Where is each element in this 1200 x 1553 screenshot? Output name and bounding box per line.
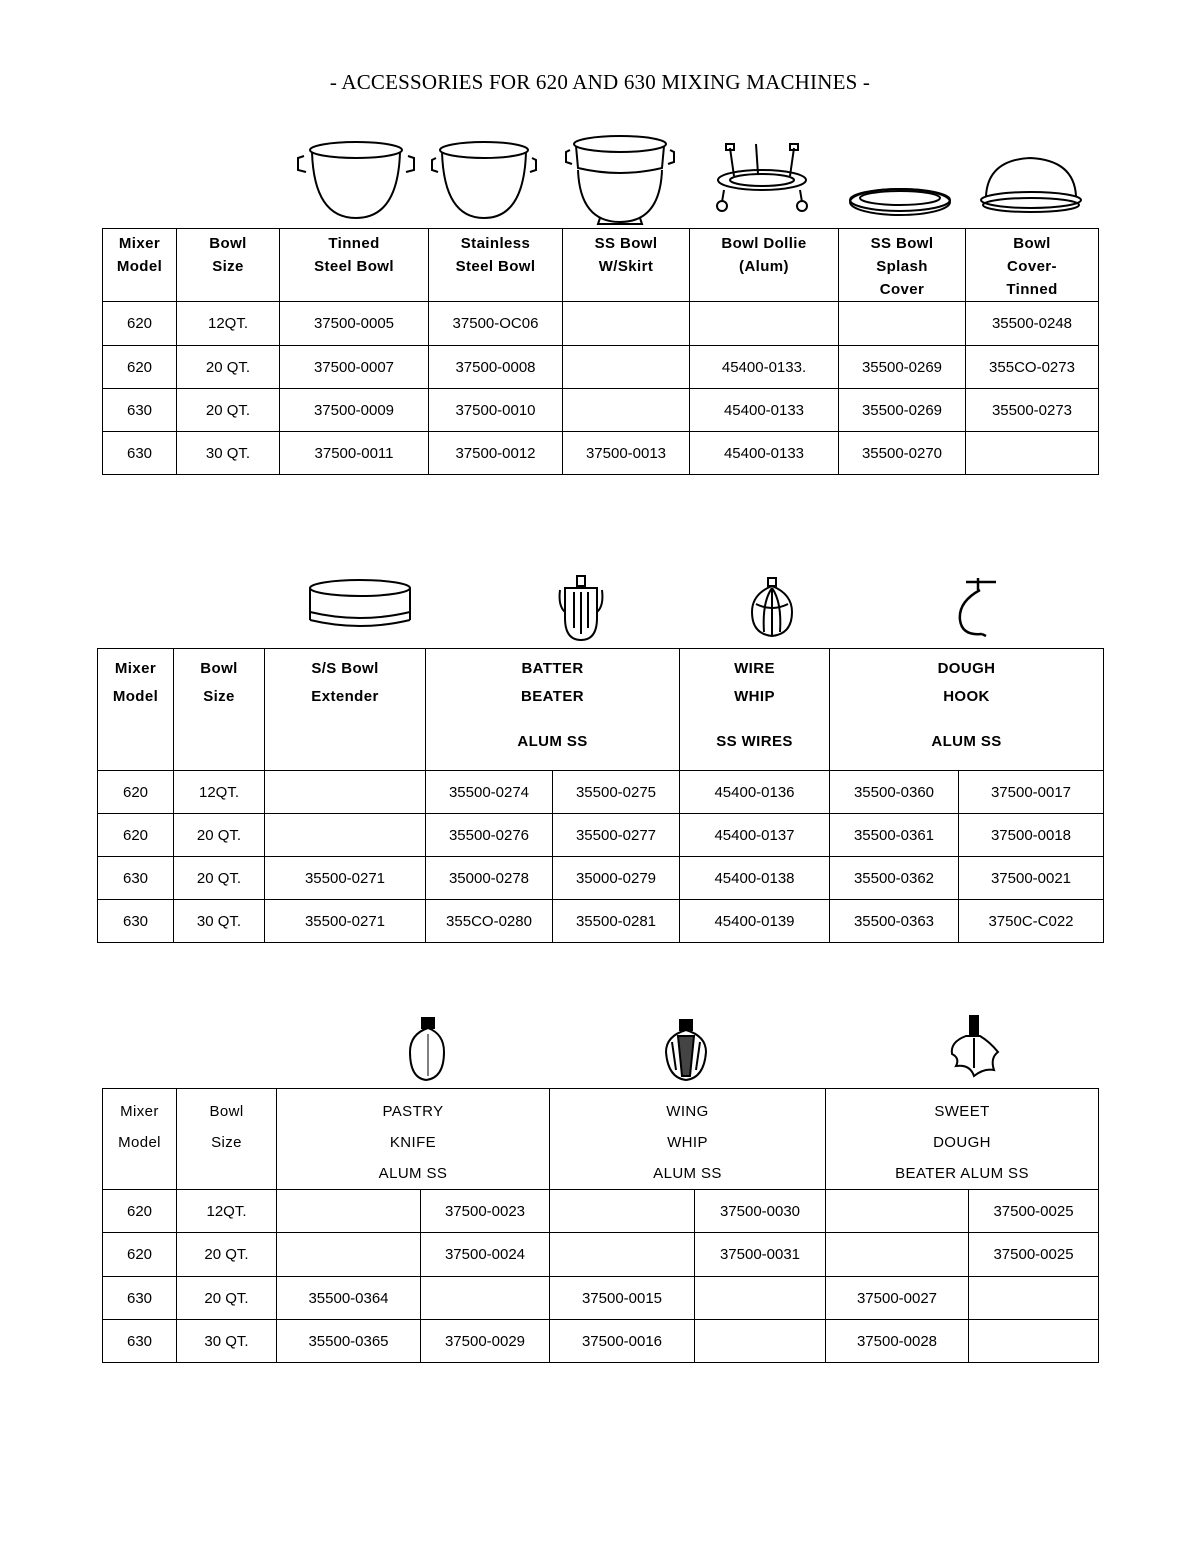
cell: 630 bbox=[103, 432, 177, 475]
cell: 35500-0275 bbox=[553, 771, 680, 814]
cell: 35500-0364 bbox=[277, 1277, 421, 1320]
cell bbox=[563, 346, 690, 389]
header-bowl-cover: Bowl Cover- Tinned bbox=[966, 229, 1099, 302]
header-bowl-size: Bowl Size bbox=[177, 1089, 277, 1190]
cell: 37500-0027 bbox=[826, 1277, 969, 1320]
cell bbox=[277, 1190, 421, 1233]
header-pastry-knife: PASTRY KNIFE ALUM SS bbox=[277, 1089, 550, 1190]
cell: 35500-0361 bbox=[830, 814, 959, 857]
splash-cover-icon bbox=[850, 189, 950, 215]
cell: 20 QT. bbox=[177, 1277, 277, 1320]
header-dough-hook: DOUGH HOOK ALUM SS bbox=[830, 649, 1104, 771]
cell bbox=[826, 1233, 969, 1277]
cell bbox=[421, 1277, 550, 1320]
table-row bbox=[98, 814, 1104, 857]
cell: 620 bbox=[103, 302, 177, 346]
wire-whip-icon bbox=[752, 578, 792, 636]
cell: 37500-0030 bbox=[695, 1190, 826, 1233]
cell: 630 bbox=[103, 1277, 177, 1320]
cell: 37500-0010 bbox=[429, 389, 563, 432]
cell: 620 bbox=[103, 346, 177, 389]
cell: 37500-0011 bbox=[280, 432, 429, 475]
cell bbox=[277, 1233, 421, 1277]
table-row bbox=[98, 771, 1104, 814]
cell bbox=[969, 1320, 1099, 1363]
cell: 45400-0138 bbox=[680, 857, 830, 900]
cell: 37500-0008 bbox=[429, 346, 563, 389]
cell: 37500-0024 bbox=[421, 1233, 550, 1277]
cell: 37500-0017 bbox=[959, 771, 1104, 814]
cell: 37500-0009 bbox=[280, 389, 429, 432]
cell: 37500-0018 bbox=[959, 814, 1104, 857]
cell bbox=[826, 1190, 969, 1233]
cell: 45400-0136 bbox=[680, 771, 830, 814]
cell: 37500-0029 bbox=[421, 1320, 550, 1363]
stainless-bowl-icon bbox=[432, 142, 536, 218]
header-wire-whip: WIRE WHIP SS WIRES bbox=[680, 649, 830, 771]
cell: 30 QT. bbox=[177, 432, 280, 475]
cell: 35500-0281 bbox=[553, 900, 680, 943]
header-stainless-steel-bowl: Stainless Steel Bowl bbox=[429, 229, 563, 302]
cell: 35500-0273 bbox=[966, 389, 1099, 432]
cell: 355CO-0280 bbox=[426, 900, 553, 943]
cell bbox=[695, 1320, 826, 1363]
cell: 37500-0013 bbox=[563, 432, 690, 475]
cell: 37500-0015 bbox=[550, 1277, 695, 1320]
table-row bbox=[103, 389, 1099, 432]
section1-illustrations bbox=[0, 130, 1200, 230]
cell: 3750C-C022 bbox=[959, 900, 1104, 943]
cell: 45400-0133. bbox=[690, 346, 839, 389]
cell: 35500-0274 bbox=[426, 771, 553, 814]
header-bowl-size: Bowl Size bbox=[177, 229, 280, 302]
cell: 20 QT. bbox=[174, 814, 265, 857]
table-row bbox=[98, 857, 1104, 900]
cell: 35500-0276 bbox=[426, 814, 553, 857]
cell: 630 bbox=[98, 857, 174, 900]
cell: 355CO-0273 bbox=[966, 346, 1099, 389]
header-mixer-model: Mixer Model bbox=[103, 229, 177, 302]
table-row bbox=[103, 346, 1099, 389]
cell bbox=[550, 1190, 695, 1233]
cell: 620 bbox=[103, 1233, 177, 1277]
cell: 37500-0023 bbox=[421, 1190, 550, 1233]
header-splash-cover: SS Bowl Splash Cover bbox=[839, 229, 966, 302]
cell: 30 QT. bbox=[174, 900, 265, 943]
cell: 37500-0028 bbox=[826, 1320, 969, 1363]
cell bbox=[563, 389, 690, 432]
cell: 45400-0133 bbox=[690, 432, 839, 475]
header-wing-whip: WING WHIP ALUM SS bbox=[550, 1089, 826, 1190]
cell bbox=[839, 302, 966, 346]
cell: 35500-0365 bbox=[277, 1320, 421, 1363]
cell: 35500-0360 bbox=[830, 771, 959, 814]
table3-header-row bbox=[103, 1089, 1099, 1190]
bowl-accessories-table bbox=[102, 228, 1099, 475]
cell: 12QT. bbox=[174, 771, 265, 814]
header-bowl-extender: S/S Bowl Extender bbox=[265, 649, 426, 771]
cell: 20 QT. bbox=[177, 389, 280, 432]
sweet-dough-beater-icon bbox=[952, 1016, 998, 1076]
cell: 12QT. bbox=[177, 302, 280, 346]
header-tinned-steel-bowl: Tinned Steel Bowl bbox=[280, 229, 429, 302]
cell bbox=[966, 432, 1099, 475]
table-row bbox=[103, 1233, 1099, 1277]
table-row bbox=[103, 302, 1099, 346]
table2-header-row bbox=[98, 649, 1104, 771]
cell: 620 bbox=[98, 814, 174, 857]
cell: 35500-0270 bbox=[839, 432, 966, 475]
knife-whip-sweet-dough-table bbox=[102, 1088, 1099, 1363]
header-mixer-model: Mixer Model bbox=[98, 649, 174, 771]
table-row bbox=[98, 900, 1104, 943]
bowl-cover-icon bbox=[981, 158, 1081, 212]
section3-illustrations bbox=[0, 1012, 1200, 1088]
cell: 35500-0269 bbox=[839, 346, 966, 389]
cell: 45400-0137 bbox=[680, 814, 830, 857]
cell: 37500-0031 bbox=[695, 1233, 826, 1277]
cell: 37500-0016 bbox=[550, 1320, 695, 1363]
pastry-knife-icon bbox=[410, 1018, 444, 1080]
cell: 37500-OC06 bbox=[429, 302, 563, 346]
bowl-extender-icon bbox=[310, 580, 410, 626]
cell: 20 QT. bbox=[177, 1233, 277, 1277]
cell: 45400-0139 bbox=[680, 900, 830, 943]
header-sweet-dough-beater: SWEET DOUGH BEATER ALUM SS bbox=[826, 1089, 1099, 1190]
table-row bbox=[103, 1277, 1099, 1320]
cell: 20 QT. bbox=[177, 346, 280, 389]
cell bbox=[969, 1277, 1099, 1320]
batter-beater-icon bbox=[560, 576, 603, 640]
cell bbox=[550, 1233, 695, 1277]
page-title: - ACCESSORIES FOR 620 AND 630 MIXING MACHINES - bbox=[329, 70, 871, 94]
cell: 35500-0248 bbox=[966, 302, 1099, 346]
cell: 35500-0271 bbox=[265, 900, 426, 943]
table-row bbox=[103, 1190, 1099, 1233]
cell: 35000-0278 bbox=[426, 857, 553, 900]
dough-hook-icon bbox=[960, 578, 996, 636]
cell: 12QT. bbox=[177, 1190, 277, 1233]
cell: 35500-0362 bbox=[830, 857, 959, 900]
header-ss-bowl-skirt: SS Bowl W/Skirt bbox=[563, 229, 690, 302]
cell: 20 QT. bbox=[174, 857, 265, 900]
table-row bbox=[103, 1320, 1099, 1363]
cell bbox=[265, 814, 426, 857]
cell: 37500-0012 bbox=[429, 432, 563, 475]
table1-header-row bbox=[103, 229, 1099, 302]
cell bbox=[265, 771, 426, 814]
cell: 35500-0277 bbox=[553, 814, 680, 857]
skirt-bowl-icon bbox=[566, 136, 674, 224]
cell: 630 bbox=[98, 900, 174, 943]
cell: 37500-0007 bbox=[280, 346, 429, 389]
wing-whip-icon bbox=[666, 1020, 706, 1080]
cell: 30 QT. bbox=[177, 1320, 277, 1363]
cell: 620 bbox=[98, 771, 174, 814]
cell: 35500-0269 bbox=[839, 389, 966, 432]
cell bbox=[690, 302, 839, 346]
header-batter-beater: BATTER BEATER ALUM SS bbox=[426, 649, 680, 771]
table-row bbox=[103, 432, 1099, 475]
cell: 37500-0005 bbox=[280, 302, 429, 346]
cell bbox=[563, 302, 690, 346]
cell: 35000-0279 bbox=[553, 857, 680, 900]
cell: 35500-0271 bbox=[265, 857, 426, 900]
cell: 37500-0025 bbox=[969, 1190, 1099, 1233]
section2-illustrations bbox=[0, 572, 1200, 648]
cell: 630 bbox=[103, 389, 177, 432]
cell: 35500-0363 bbox=[830, 900, 959, 943]
tinned-bowl-icon bbox=[298, 142, 414, 218]
cell: 37500-0021 bbox=[959, 857, 1104, 900]
bowl-dollie-icon bbox=[717, 144, 807, 211]
header-bowl-size: Bowl Size bbox=[174, 649, 265, 771]
header-bowl-dollie: Bowl Dollie (Alum) bbox=[690, 229, 839, 302]
cell: 37500-0025 bbox=[969, 1233, 1099, 1277]
cell: 620 bbox=[103, 1190, 177, 1233]
cell bbox=[695, 1277, 826, 1320]
header-mixer-model: Mixer Model bbox=[103, 1089, 177, 1190]
cell: 630 bbox=[103, 1320, 177, 1363]
beater-whip-hook-table bbox=[97, 648, 1104, 943]
cell: 45400-0133 bbox=[690, 389, 839, 432]
